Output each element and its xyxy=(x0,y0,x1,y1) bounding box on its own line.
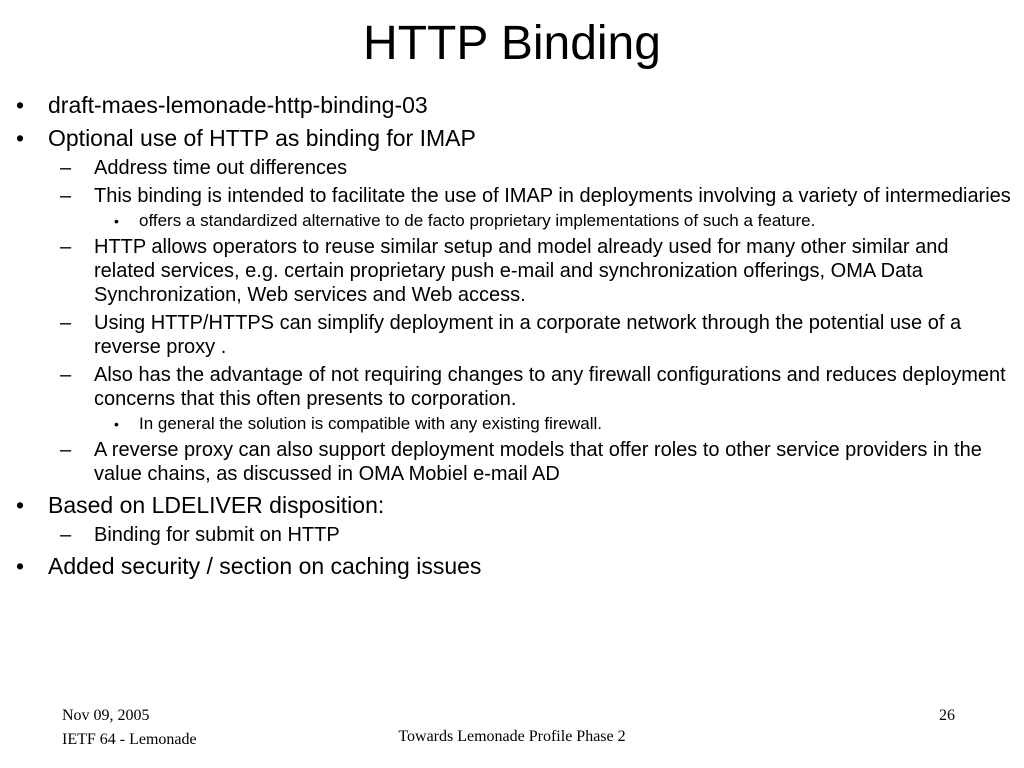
footer-date: Nov 09, 2005 xyxy=(62,707,150,724)
bullet-marker: • xyxy=(114,213,119,229)
sub-sub-bullet-item xyxy=(114,414,979,434)
sub-sub-bullet-text: offers a standardized alternative to de facto proprietary implementations of such a feature. xyxy=(139,211,816,230)
bullet-text: draft-maes-lemonade-http-binding-03 xyxy=(48,92,428,118)
sub-bullet-item xyxy=(60,235,1012,307)
sub-bullet-item xyxy=(60,523,1012,547)
sub-bullet-text: Also has the advantage of not requiring changes to any firewall configurations and reduces deployment concerns that this often presents to corporation. xyxy=(94,364,1006,410)
bullet-text: Optional use of HTTP as binding for IMAP xyxy=(48,125,476,151)
bullet-item xyxy=(16,553,1008,580)
sub-bullet-item xyxy=(60,156,1012,180)
bullet-text: Added security / section on caching issues xyxy=(48,553,482,579)
slide-content xyxy=(0,86,1024,580)
sub-sub-bullet-text: In general the solution is compatible with any existing firewall. xyxy=(139,414,603,433)
sub-bullet-text: Address time out differences xyxy=(94,157,348,179)
sub-bullet-text: Binding for submit on HTTP xyxy=(94,524,340,546)
dash-marker: – xyxy=(60,439,72,461)
bullet-item xyxy=(16,92,1008,119)
sub-sub-bullet-item xyxy=(114,211,979,231)
dash-marker: – xyxy=(60,236,72,258)
sub-bullet-item xyxy=(60,438,1012,486)
bullet-item xyxy=(16,492,1008,519)
bullet-item xyxy=(16,125,1008,152)
bullet-marker: • xyxy=(16,492,25,518)
sub-bullet-text: HTTP allows operators to reuse similar setup and model already used for many other similar and related services, e.g. certain proprietary push e-mail and synchronization offerings, OMA Data Synchronization, Web services and Web access. xyxy=(94,236,949,306)
sub-bullet-text: A reverse proxy can also support deployment models that offer roles to other service providers in the value chains, as discussed in OMA Mobiel e-mail AD xyxy=(94,439,982,485)
dash-marker: – xyxy=(60,185,72,207)
page-number: 26 xyxy=(939,707,955,724)
bullet-marker: • xyxy=(114,416,119,432)
bullet-marker: • xyxy=(16,92,25,118)
footer-event: IETF 64 - Lemonade xyxy=(62,731,197,748)
dash-marker: – xyxy=(60,157,72,179)
sub-bullet-text: Using HTTP/HTTPS can simplify deployment in a corporate network through the potential use of a reverse proxy . xyxy=(94,312,962,358)
dash-marker: – xyxy=(60,364,72,386)
slide-title: HTTP Binding xyxy=(363,17,661,70)
bullet-text: Based on LDELIVER disposition: xyxy=(48,492,385,518)
footer-title: Towards Lemonade Profile Phase 2 xyxy=(398,728,626,745)
dash-marker: – xyxy=(60,524,72,546)
bullet-marker: • xyxy=(16,553,25,579)
sub-bullet-text: This binding is intended to facilitate the use of IMAP in deployments involving a variety of intermediaries xyxy=(94,185,1011,207)
sub-bullet-item xyxy=(60,184,1012,208)
dash-marker: – xyxy=(60,312,72,334)
sub-bullet-item xyxy=(60,363,1012,411)
sub-bullet-item xyxy=(60,311,1012,359)
bullet-marker: • xyxy=(16,125,25,151)
